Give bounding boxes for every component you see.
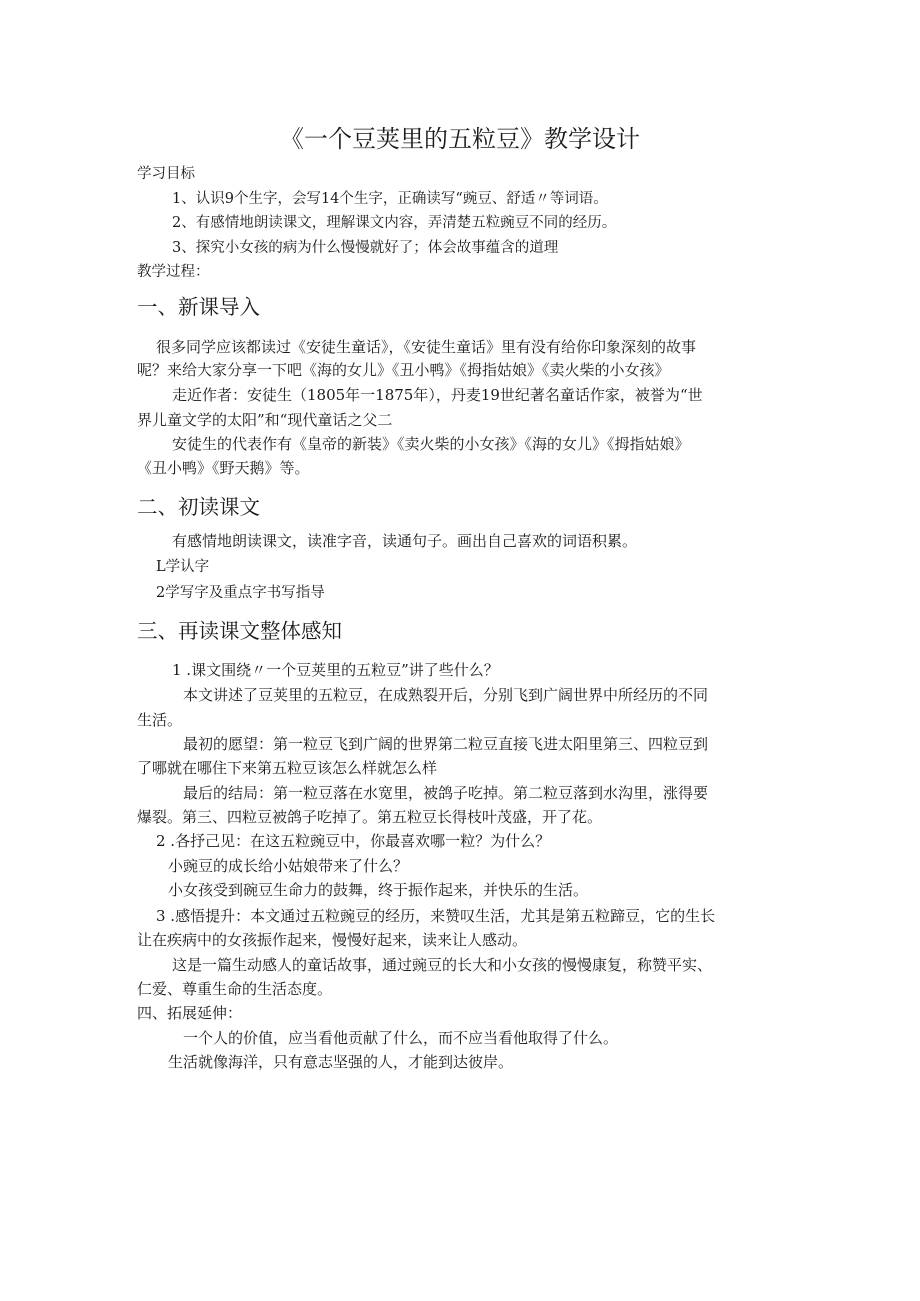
paragraph-line: 最初的愿望：第一粒豆飞到广阔的世界第二粒豆直接飞进太阳里第三、四粒豆到 — [183, 735, 709, 753]
paragraph-line: 很多同学应该都读过《安徒生童话》，《安徒生童话》里有没有给你印象深刻的故事 — [156, 338, 697, 356]
paragraph-line: 仁爱、尊重生命的生活态度。 — [137, 980, 333, 998]
paragraph-line: 1 .课文围绕〃一个豆荚里的五粒豆”讲了些什么？ — [172, 661, 499, 679]
paragraph-line: 小女孩受到碗豆生命力的鼓舞，终于振作起来，并快乐的生活。 — [168, 881, 589, 899]
process-label: 教学过程： — [137, 264, 210, 280]
paragraph-line: 了哪就在哪住下来第五粒豆该怎么样就怎么样 — [137, 759, 438, 777]
paragraph-line: 爆裂。第三、四粒豆被鸽子吃掉了。第五粒豆长得枝叶茂盛，开了花。 — [137, 808, 603, 826]
paragraph-line: 让在疾病中的女孩振作起来，慢慢好起来，读来让人感动。 — [137, 931, 528, 949]
paragraph-line: 最后的结局：第一粒豆落在水宽里，被鸽子吃掉。第二粒豆落到水沟里，涨得要 — [183, 784, 709, 802]
document-title: 《一个豆荚里的五粒豆》教学设计 — [280, 125, 640, 153]
paragraph-line: 本文讲述了豆荚里的五粒豆，在成熟裂开后，分别飞到广阔世界中所经历的不同 — [183, 686, 709, 704]
objective-item: 3、探究小女孩的病为什么慢慢就好了；体会故事蕴含的道理 — [172, 240, 559, 256]
paragraph-line: L学认字 — [156, 559, 210, 575]
paragraph-line: 3 .感悟提升：本文通过五粒豌豆的经历，来赞叹生活，尤其是第五粒蹄豆，它的生长 — [156, 907, 716, 925]
paragraph-line: 2学写字及重点字书写指导 — [156, 585, 325, 601]
section-heading: 三、再读课文整体感知 — [137, 619, 342, 643]
paragraph-line: 呢？来给大家分享一下吧《海的女儿》《丑小鸭》《拇指姑娘》《卖火柴的小女孩》 — [137, 361, 670, 379]
paragraph-line: 生活就像海洋，只有意志坚强的人，才能到达彼岸。 — [168, 1053, 514, 1071]
paragraph-line: 生活。 — [137, 711, 183, 729]
paragraph-line: 走近作者：安徒生（1805年一1875年），丹麦19世纪著名童话作家，被誉为“世 — [172, 386, 703, 404]
paragraph-line: 有感情地朗读课文，读准字音，读通句子。画出自己喜欢的词语积累。 — [172, 532, 638, 550]
section-heading: 一、新课导入 — [137, 295, 260, 319]
objective-item: 1、认识9个生字，会写14个生字，正确读写“豌豆、舒适〃等词语。 — [172, 191, 608, 207]
paragraph-line: 2 .各抒己见：在这五粒豌豆中，你最喜欢哪一粒？为什么？ — [156, 832, 551, 850]
paragraph-line: 这是一篇生动感人的童话故事，通过豌豆的长大和小女孩的慢慢康复，称赞平实、 — [172, 956, 713, 974]
objective-item: 2、有感情地朗读课文，理解课文内容，弄清楚五粒豌豆不同的经历。 — [172, 215, 617, 231]
paragraph-line: 《丑小鸭》《野天鹅》等。 — [137, 459, 310, 477]
section-heading: 四、拓展延伸： — [137, 1004, 243, 1022]
section-heading: 二、初读课文 — [137, 495, 260, 519]
paragraph-line: 安徒生的代表作有《皇帝的新装》《卖火柴的小女孩》《海的女儿》《拇指姑娘》 — [172, 435, 690, 453]
paragraph-line: 界儿童文学的太阳”和“现代童话之父二 — [137, 411, 393, 429]
paragraph-line: 小豌豆的成长给小姑娘带来了什么？ — [168, 857, 409, 875]
objectives-label: 学习目标 — [137, 166, 195, 182]
paragraph-line: 一个人的价值，应当看他贡献了什么，而不应当看他取得了什么。 — [183, 1029, 619, 1047]
